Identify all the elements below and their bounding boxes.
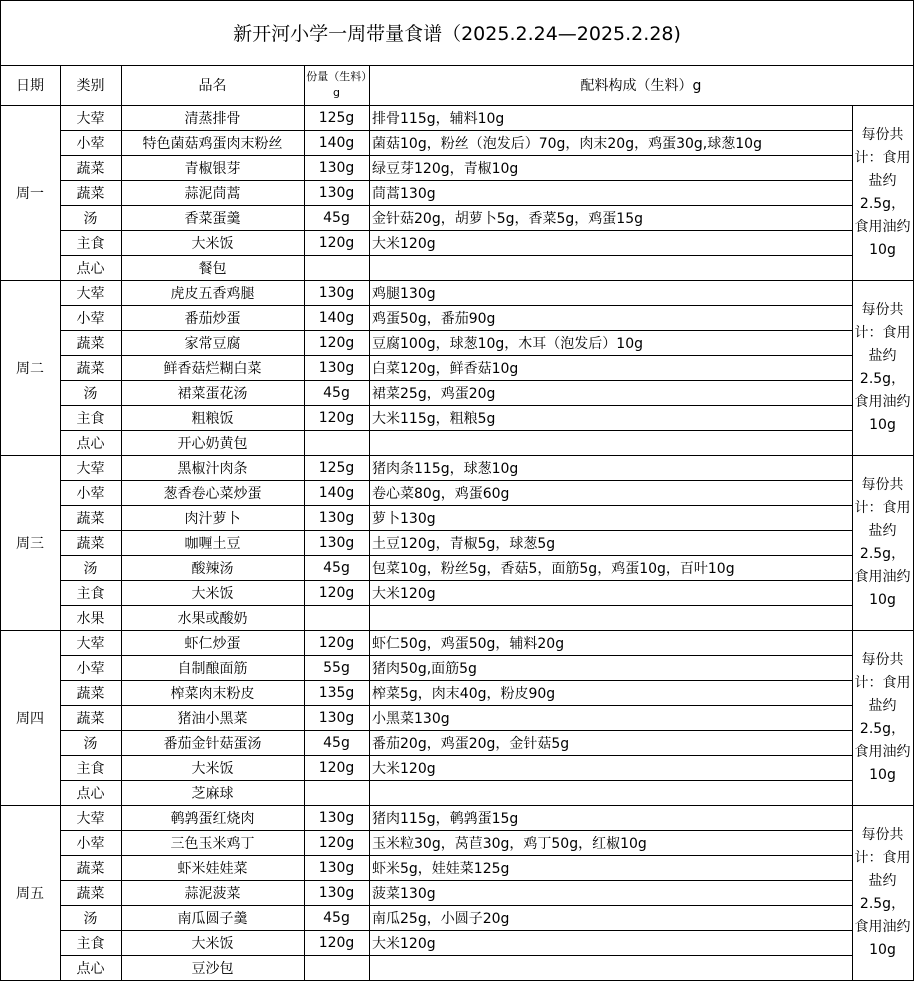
row-dish: 肉汁萝卜	[184, 510, 241, 527]
row-ingredients: 榨菜5g，肉末40g，粉皮90g	[372, 685, 556, 702]
row-category: 点心	[76, 960, 105, 977]
row-portion: 125g	[318, 109, 355, 126]
grid-line	[60, 380, 853, 381]
grid-line	[60, 555, 853, 556]
header-date: 日期	[16, 78, 44, 94]
row-category: 小荤	[76, 835, 105, 852]
row-ingredients: 虾仁50g，鸡蛋50g，辅料20g	[372, 635, 565, 652]
row-ingredients: 猪肉条115g，球葱10g	[372, 460, 519, 477]
row-ingredients: 小黑菜130g	[372, 710, 450, 727]
row-dish: 虎皮五香鸡腿	[170, 285, 255, 302]
row-ingredients: 绿豆芽120g，青椒10g	[372, 160, 519, 177]
row-ingredients: 大米120g	[372, 760, 436, 777]
row-portion: 130g	[318, 809, 355, 826]
grid-line	[60, 405, 853, 406]
row-category: 蔬菜	[76, 510, 105, 527]
row-portion: 120g	[318, 334, 355, 351]
row-category: 汤	[83, 210, 98, 227]
row-ingredients: 茼蒿130g	[372, 185, 436, 202]
grid-line	[60, 205, 853, 206]
row-category: 主食	[76, 760, 105, 777]
row-portion: 45g	[323, 384, 350, 401]
grid-line	[0, 0, 1, 981]
row-ingredients: 卷心菜80g，鸡蛋60g	[372, 485, 510, 502]
grid-line	[60, 880, 853, 881]
row-category: 汤	[83, 385, 98, 402]
row-category: 蔬菜	[76, 185, 105, 202]
row-dish: 三色玉米鸡丁	[170, 835, 255, 852]
row-dish: 猪油小黑菜	[177, 710, 248, 727]
row-portion	[304, 955, 369, 980]
row-portion: 130g	[318, 159, 355, 176]
row-ingredients: 白菜120g，鲜香菇10g	[372, 360, 519, 377]
grid-line	[0, 65, 914, 66]
row-ingredients: 金针菇20g，胡萝卜5g，香菜5g，鸡蛋15g	[372, 210, 643, 227]
row-dish: 榨菜肉末粉皮	[170, 685, 255, 702]
row-portion: 140g	[318, 134, 355, 151]
grid-line	[60, 430, 853, 431]
day-label: 周五	[16, 885, 44, 902]
grid-line	[60, 130, 853, 131]
row-ingredients: 鸡蛋50g，番茄90g	[372, 310, 496, 327]
row-portion: 120g	[318, 634, 355, 651]
row-portion: 120g	[318, 934, 355, 951]
row-portion: 130g	[318, 359, 355, 376]
row-dish: 家常豆腐	[184, 335, 241, 352]
grid-line	[369, 65, 370, 981]
row-category: 蔬菜	[76, 685, 105, 702]
row-portion: 130g	[318, 709, 355, 726]
row-category: 主食	[76, 235, 105, 252]
row-category: 点心	[76, 435, 105, 452]
row-dish: 蒜泥菠菜	[184, 885, 241, 902]
grid-line	[60, 580, 853, 581]
row-dish: 裙菜蛋花汤	[177, 385, 248, 402]
grid-line	[0, 105, 914, 106]
row-ingredients	[369, 955, 852, 980]
row-ingredients: 菌菇10g，粉丝（泡发后）70g，肉末20g，鸡蛋30g,球葱10g	[372, 135, 762, 152]
grid-line	[0, 980, 914, 981]
grid-line	[60, 780, 853, 781]
header-portion: 份量（生料）g	[306, 70, 367, 99]
row-portion	[304, 605, 369, 630]
grid-line	[0, 630, 914, 631]
row-dish: 水果或酸奶	[177, 610, 248, 627]
row-ingredients: 玉米粒30g，莴苣30g，鸡丁50g，红椒10g	[372, 835, 647, 852]
grid-line	[60, 65, 61, 981]
grid-line	[0, 280, 914, 281]
row-category: 蔬菜	[76, 360, 105, 377]
row-category: 蔬菜	[76, 335, 105, 352]
day-label: 周一	[16, 185, 44, 202]
row-ingredients: 南瓜25g，小圆子20g	[372, 910, 510, 927]
row-ingredients: 虾米5g，娃娃菜125g	[372, 860, 510, 877]
row-portion: 140g	[318, 309, 355, 326]
row-dish: 大米饭	[191, 585, 234, 602]
row-dish: 餐包	[198, 260, 227, 277]
row-category: 小荤	[76, 310, 105, 327]
row-ingredients: 大米120g	[372, 585, 436, 602]
row-ingredients: 猪肉50g,面筋5g	[372, 660, 477, 677]
row-dish: 芝麻球	[191, 785, 234, 802]
row-portion: 130g	[318, 184, 355, 201]
row-dish: 鹌鹑蛋红烧肉	[170, 810, 255, 827]
row-ingredients	[369, 255, 852, 280]
row-dish: 葱香卷心菜炒蛋	[163, 485, 262, 502]
row-category: 蔬菜	[76, 535, 105, 552]
row-category: 小荤	[76, 660, 105, 677]
row-portion	[304, 430, 369, 455]
row-category: 蔬菜	[76, 885, 105, 902]
row-portion: 55g	[323, 659, 350, 676]
row-category: 水果	[76, 610, 105, 627]
grid-line	[60, 505, 853, 506]
grid-line	[60, 355, 853, 356]
row-ingredients	[369, 780, 852, 805]
row-dish: 特色菌菇鸡蛋肉末粉丝	[142, 135, 283, 152]
header-category: 类别	[76, 78, 105, 94]
row-ingredients	[369, 430, 852, 455]
grid-line	[60, 530, 853, 531]
row-portion: 130g	[318, 534, 355, 551]
row-dish: 香菜蛋羹	[184, 210, 241, 227]
row-category: 主食	[76, 410, 105, 427]
row-ingredients: 大米120g	[372, 935, 436, 952]
row-dish: 鲜香菇烂糊白菜	[163, 360, 262, 377]
row-category: 汤	[83, 735, 98, 752]
row-portion: 45g	[323, 559, 350, 576]
row-dish: 虾米娃娃菜	[177, 860, 248, 877]
row-portion: 120g	[318, 234, 355, 251]
grid-line	[60, 905, 853, 906]
daily-seasoning-note: 每份共计：食用盐约2.5g，食用油约10g	[854, 126, 911, 258]
grid-line	[60, 230, 853, 231]
row-category: 汤	[83, 560, 98, 577]
row-ingredients: 排骨115g，辅料10g	[372, 110, 505, 127]
daily-seasoning-note: 每份共计：食用盐约2.5g，食用油约10g	[854, 826, 911, 958]
header-ingredients: 配料构成（生料）g	[580, 78, 702, 94]
row-portion: 120g	[318, 834, 355, 851]
page-title: 新开河小学一周带量食谱（2025.2.24—2025.2.28)	[233, 23, 681, 45]
row-dish: 酸辣汤	[191, 560, 234, 577]
row-ingredients: 大米120g	[372, 235, 436, 252]
grid-line	[60, 705, 853, 706]
grid-line	[60, 830, 853, 831]
row-dish: 蒜泥茼蒿	[184, 185, 241, 202]
row-portion	[304, 780, 369, 805]
row-dish: 自制酿面筋	[177, 660, 248, 677]
row-portion	[304, 255, 369, 280]
day-label: 周三	[16, 535, 44, 552]
row-ingredients: 鸡腿130g	[372, 285, 436, 302]
row-ingredients: 豆腐100g，球葱10g，木耳（泡发后）10g	[372, 335, 644, 352]
grid-line	[121, 65, 122, 981]
daily-seasoning-note: 每份共计：食用盐约2.5g，食用油约10g	[854, 651, 911, 783]
row-dish: 南瓜圆子羹	[177, 910, 248, 927]
grid-line	[60, 730, 853, 731]
row-ingredients: 大米115g，粗粮5g	[372, 410, 496, 427]
row-dish: 大米饭	[191, 760, 234, 777]
grid-line	[304, 65, 305, 981]
row-dish: 大米饭	[191, 235, 234, 252]
row-portion: 130g	[318, 884, 355, 901]
grid-line	[60, 655, 853, 656]
grid-line	[60, 255, 853, 256]
row-category: 大荤	[76, 810, 105, 827]
row-ingredients: 包菜10g，粉丝5g，香菇5，面筋5g，鸡蛋10g，百叶10g	[372, 560, 735, 577]
grid-line	[60, 755, 853, 756]
row-ingredients: 番茄20g，鸡蛋20g，金针菇5g	[372, 735, 570, 752]
row-category: 蔬菜	[76, 710, 105, 727]
grid-line	[0, 0, 914, 1]
row-dish: 开心奶黄包	[177, 435, 248, 452]
header-dish: 品名	[198, 78, 227, 94]
row-category: 小荤	[76, 135, 105, 152]
row-ingredients: 猪肉115g，鹌鹑蛋15g	[372, 810, 519, 827]
row-ingredients	[369, 605, 852, 630]
row-portion: 140g	[318, 484, 355, 501]
grid-line	[0, 455, 914, 456]
row-dish: 大米饭	[191, 935, 234, 952]
row-portion: 120g	[318, 409, 355, 426]
day-label: 周四	[16, 710, 44, 727]
row-dish: 咖喱土豆	[184, 535, 241, 552]
grid-line	[60, 955, 853, 956]
row-dish: 清蒸排骨	[184, 110, 241, 127]
grid-line	[0, 805, 914, 806]
row-dish: 虾仁炒蛋	[184, 635, 241, 652]
grid-line	[852, 105, 853, 981]
row-portion: 45g	[323, 734, 350, 751]
row-category: 汤	[83, 910, 98, 927]
row-category: 主食	[76, 935, 105, 952]
row-category: 大荤	[76, 110, 105, 127]
row-ingredients: 裙菜25g，鸡蛋20g	[372, 385, 496, 402]
daily-seasoning-note: 每份共计：食用盐约2.5g，食用油约10g	[854, 301, 911, 433]
row-portion: 120g	[318, 584, 355, 601]
row-portion: 45g	[323, 209, 350, 226]
grid-line	[60, 855, 853, 856]
grid-line	[60, 155, 853, 156]
row-dish: 黑椒汁肉条	[177, 460, 248, 477]
row-portion: 45g	[323, 909, 350, 926]
row-category: 大荤	[76, 635, 105, 652]
row-category: 小荤	[76, 485, 105, 502]
day-label: 周二	[16, 360, 44, 377]
row-category: 蔬菜	[76, 160, 105, 177]
row-dish: 青椒银芽	[184, 160, 241, 177]
row-portion: 135g	[318, 684, 355, 701]
row-dish: 豆沙包	[191, 960, 234, 977]
grid-line	[60, 330, 853, 331]
row-ingredients: 土豆120g，青椒5g，球葱5g	[372, 535, 556, 552]
grid-line	[60, 480, 853, 481]
row-portion: 130g	[318, 859, 355, 876]
row-category: 蔬菜	[76, 860, 105, 877]
row-category: 点心	[76, 785, 105, 802]
row-dish: 番茄炒蛋	[184, 310, 241, 327]
row-category: 主食	[76, 585, 105, 602]
row-portion: 125g	[318, 459, 355, 476]
grid-line	[60, 305, 853, 306]
row-ingredients: 萝卜130g	[372, 510, 436, 527]
row-ingredients: 菠菜130g	[372, 885, 436, 902]
grid-line	[60, 930, 853, 931]
row-dish: 粗粮饭	[191, 410, 234, 427]
row-category: 大荤	[76, 285, 105, 302]
row-category: 大荤	[76, 460, 105, 477]
row-portion: 120g	[318, 759, 355, 776]
row-portion: 130g	[318, 284, 355, 301]
daily-seasoning-note: 每份共计：食用盐约2.5g，食用油约10g	[854, 476, 911, 608]
row-portion: 130g	[318, 509, 355, 526]
grid-line	[60, 180, 853, 181]
grid-line	[60, 605, 853, 606]
row-category: 点心	[76, 260, 105, 277]
grid-line	[60, 680, 853, 681]
row-dish: 番茄金针菇蛋汤	[163, 735, 262, 752]
